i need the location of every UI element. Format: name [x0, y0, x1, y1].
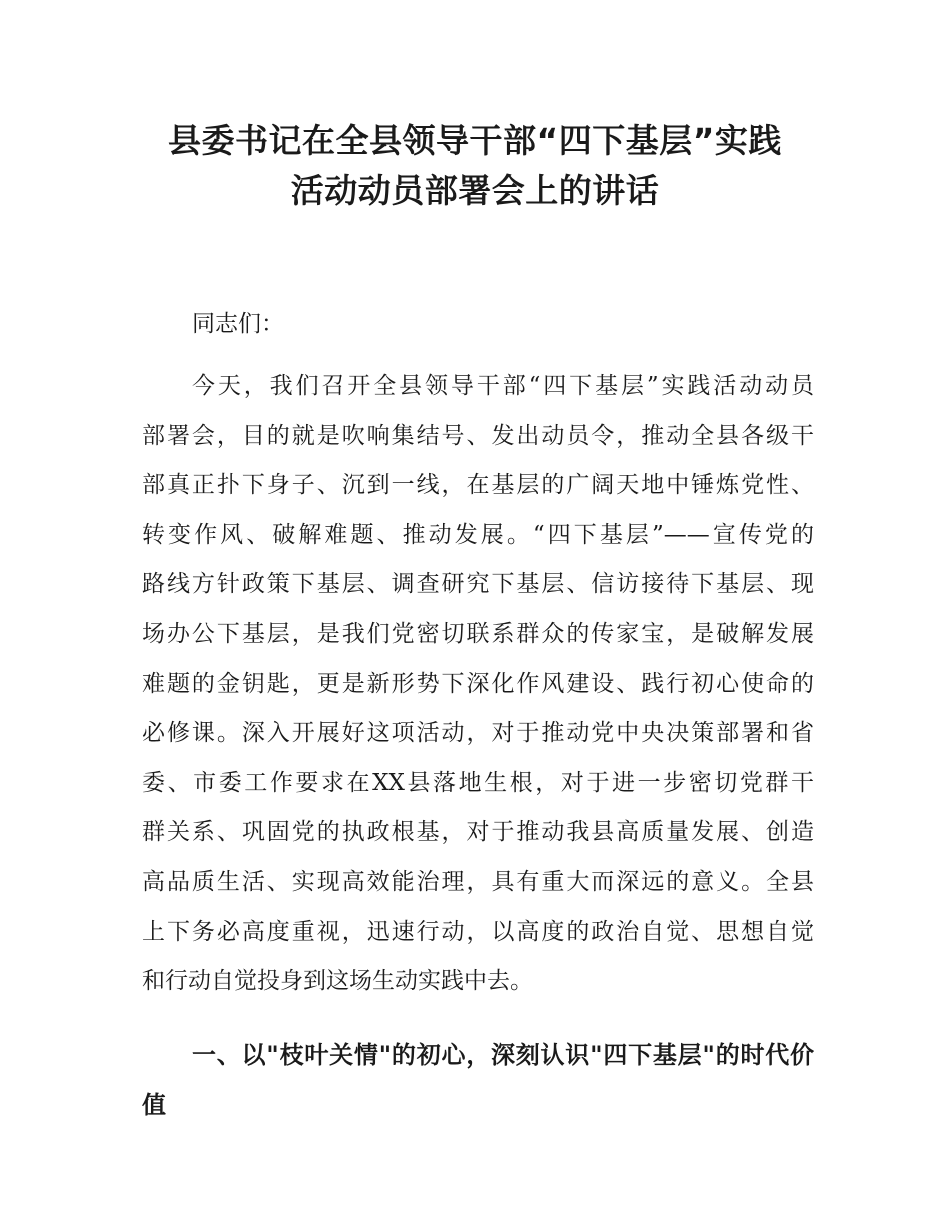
section-heading: [142, 1030, 814, 1130]
paragraph-line: 场办公下基层，是我们党密切联系群众的传家宝，是破解发展: [142, 620, 814, 647]
opening-paragraph: [142, 362, 814, 1007]
document-title: [100, 116, 850, 216]
salutation: 同志们：: [192, 311, 284, 337]
paragraph-line: 部署会，目的就是吹响集结号、发出动员令，推动全县各级干: [142, 422, 814, 449]
title-line: 活动动员部署会上的讲话: [290, 171, 660, 210]
paragraph-line: 高品质生活、实现高效能治理，具有重大而深远的意义。全县: [142, 868, 814, 895]
heading-line: 值: [142, 1091, 166, 1119]
paragraph-line: 委、市委工作要求在XX县落地生根，对于进一步密切党群干: [142, 769, 814, 796]
paragraph-line: 群关系、巩固党的执政根基，对于推动我县高质量发展、创造: [142, 819, 814, 846]
paragraph-line: 上下务必高度重视，迅速行动，以高度的政治自觉、思想自觉: [142, 918, 814, 945]
title-line: 县委书记在全县领导干部“四下基层”实践: [168, 121, 782, 160]
paragraph-line: 和行动自觉投身到这场生动实践中去。: [142, 968, 533, 995]
paragraph-line: 今天，我们召开全县领导干部“四下基层”实践活动动员: [192, 373, 814, 399]
paragraph-line: 部真正扑下身子、沉到一线，在基层的广阔天地中锤炼党性、: [142, 472, 814, 499]
heading-line: 一、以"枝叶关情"的初心，深刻认识"四下基层"的时代价: [192, 1041, 814, 1069]
paragraph-line: 难题的金钥匙，更是新形势下深化作风建设、践行初心使命的: [142, 670, 814, 697]
paragraph-line: 必修课。深入开展好这项活动，对于推动党中央决策部署和省: [142, 720, 814, 747]
paragraph-line: 路线方针政策下基层、调查研究下基层、信访接待下基层、现: [142, 571, 814, 598]
paragraph-line: 转变作风、破解难题、推动发展。“四下基层”——宣传党的: [142, 521, 814, 548]
